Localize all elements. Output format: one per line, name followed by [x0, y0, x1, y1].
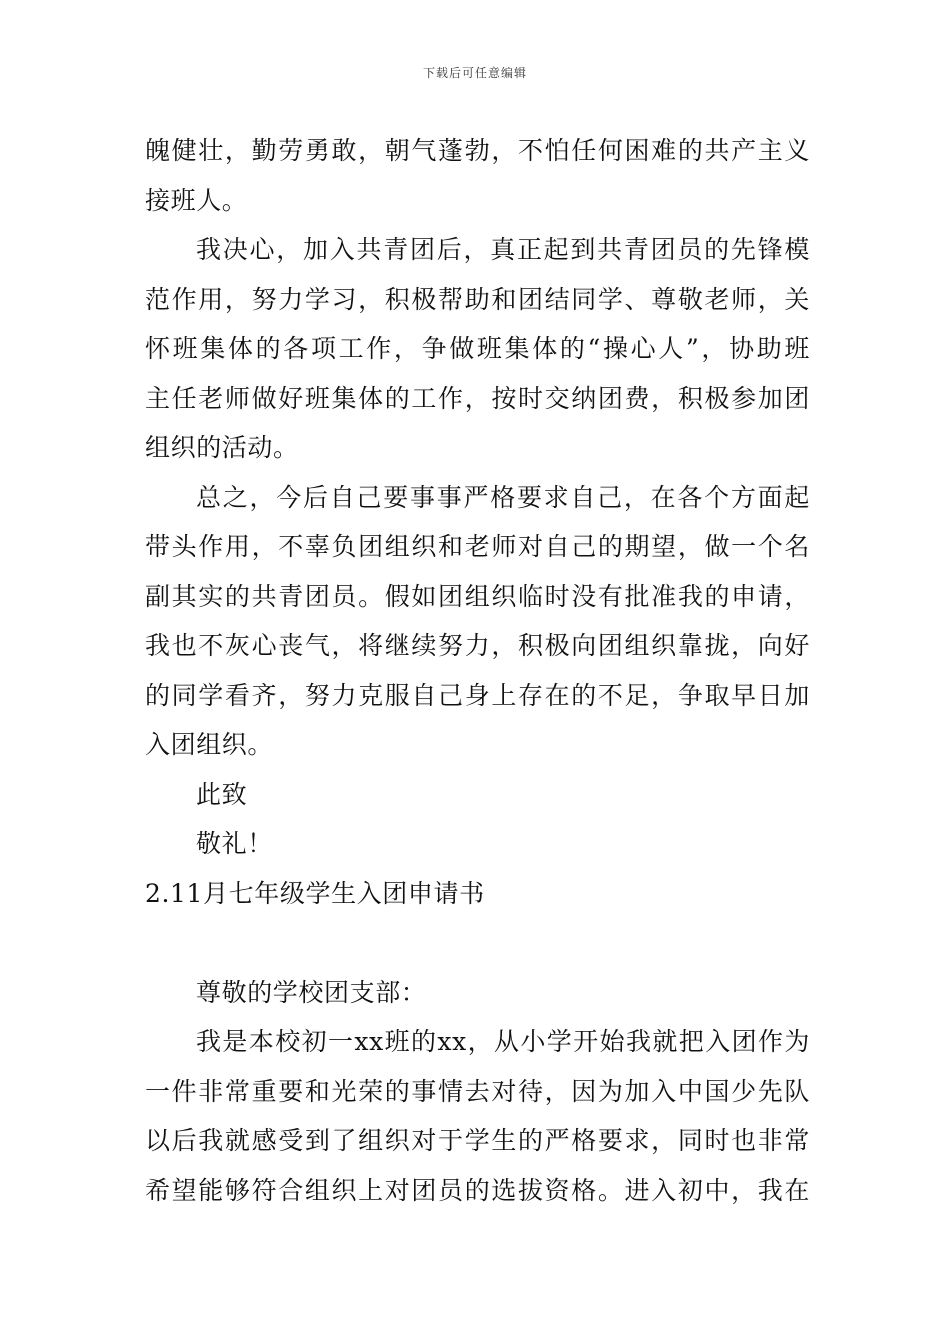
text-line: 魄健壮，勤劳勇敢，朝气蓬勃，不怕任何困难的共产主义: [145, 136, 810, 165]
text-line: 尊敬的学校团支部：: [196, 977, 427, 1007]
text-line: 一件非常重要和光荣的事情去对待，因为加入中国少先队: [145, 1076, 810, 1106]
text-line: 主任老师做好班集体的工作，按时交纳团费，积极参加团: [145, 383, 810, 413]
blank-line: [145, 918, 810, 968]
text-line: 敬礼！: [196, 829, 273, 858]
text-line: 我决心，加入共青团后，真正起到共青团员的先锋模: [196, 235, 810, 264]
text-line: 范作用，努力学习，积极帮助和团结同学、尊敬老师，关: [145, 284, 810, 314]
text-line: 以后我就感受到了组织对于学生的严格要求，同时也非常: [145, 1126, 810, 1155]
text-line: 带头作用，不辜负团组织和老师对自己的期望，做一个名: [145, 532, 810, 561]
text-line: 我也不灰心丧气，将继续努力，积极向团组织靠拢，向好: [145, 631, 810, 660]
document-body: [145, 126, 810, 1215]
text-line: 接班人。: [145, 185, 248, 215]
text-line: 入团组织。: [145, 730, 274, 759]
text-line: 副其实的共青团员。假如团组织临时没有批准我的申请，: [145, 581, 810, 611]
text-line: 怀班集体的各项工作，争做班集体的“操心人”，协助班: [145, 334, 810, 363]
text-line: 的同学看齐，努力克服自己身上存在的不足，争取早日加: [145, 680, 810, 710]
page-header-note: 下载后可任意编辑: [422, 66, 527, 80]
text-line: 2.11月七年级学生入团申请书: [145, 878, 485, 908]
text-line: 总之，今后自己要事事严格要求自己，在各个方面起: [196, 482, 810, 512]
text-line: 此致: [196, 779, 248, 809]
text-line: 组织的活动。: [145, 433, 299, 462]
text-line: 希望能够符合组织上对团员的选拔资格。进入初中，我在: [145, 1175, 810, 1205]
text-line: 我是本校初一xx班的xx，从小学开始我就把入团作为: [196, 1027, 810, 1056]
